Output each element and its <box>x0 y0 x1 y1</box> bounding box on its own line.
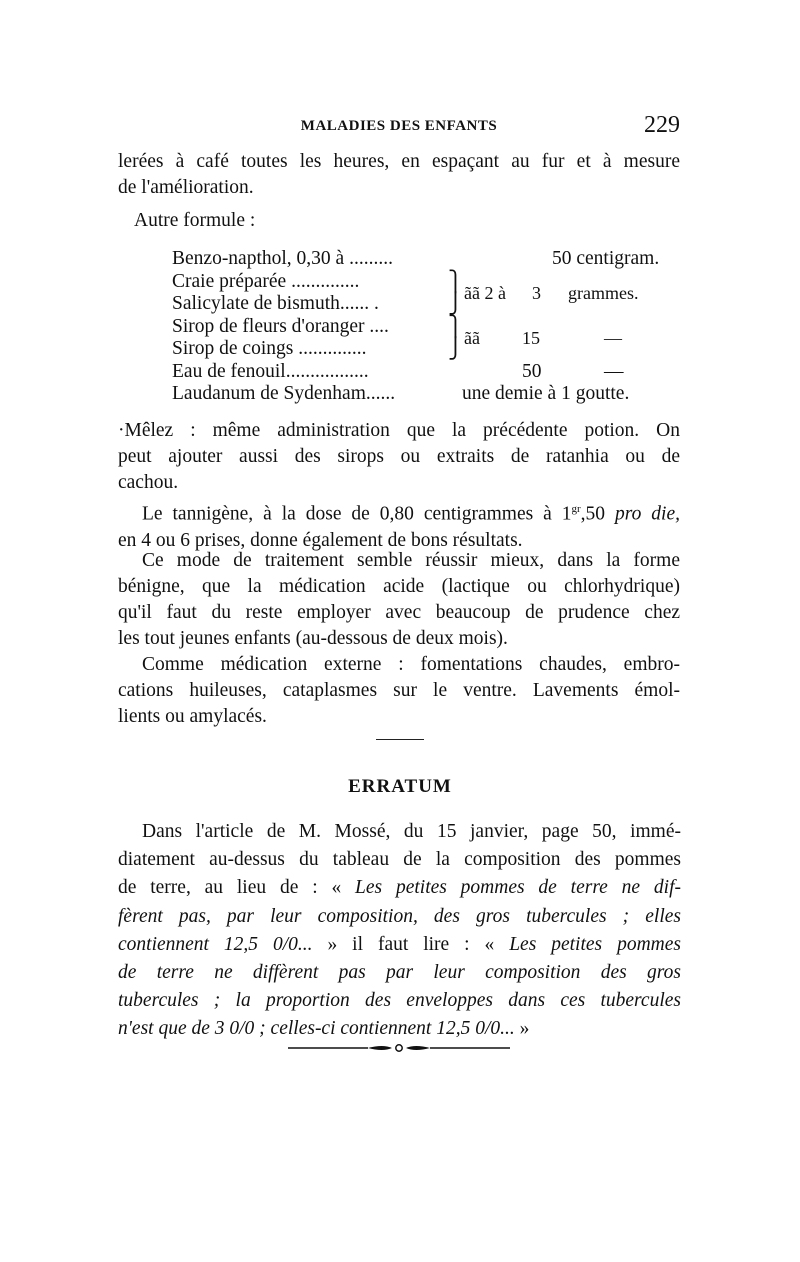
italic-segment: contiennent 12,5 0/0... <box>118 933 313 955</box>
ingredient-name: Craie préparée .............. <box>172 270 360 292</box>
dose-label: ãã <box>464 327 480 348</box>
text-line: tubercules ; la proportion des enveloppes dans ces tubercules <box>118 990 681 1012</box>
italic-segment: pro die, <box>615 503 681 525</box>
end-ornament <box>288 1042 510 1054</box>
dose-number: 15 <box>522 327 540 348</box>
superscript: gr <box>571 503 581 515</box>
text-line <box>118 931 681 959</box>
text-segment: ,50 <box>580 503 615 525</box>
text-line <box>118 496 680 528</box>
running-title: MALADIES DES ENFANTS <box>300 118 498 134</box>
formula-heading: Autre formule : <box>134 210 256 231</box>
ingredient-name: Benzo-napthol, 0,30 à ......... <box>172 248 393 269</box>
text-segment: Le tannigène, à la dose de 0,80 centigrammes à 1 <box>142 503 572 525</box>
ingredient-name: Sirop de coings .............. <box>172 338 367 359</box>
ingredient-name: Laudanum de Sydenham...... <box>172 383 396 404</box>
text-line: les tout jeunes enfants (au-dessous de deux mois). <box>118 628 508 649</box>
ingredient-qty: 50 centigram. <box>552 248 660 269</box>
erratum-heading: ERRATUM <box>348 776 452 797</box>
ingredient-qty: une demie à 1 goutte. <box>462 383 630 404</box>
text-line: de l'amélioration. <box>118 177 254 198</box>
formula-table <box>172 248 682 406</box>
erratum-paragraph <box>118 818 681 1044</box>
formula-row-eau <box>172 361 682 384</box>
ingredient-name: Sirop de fleurs d'oranger .... <box>172 315 389 337</box>
dose-number: 50 <box>522 360 542 382</box>
formula-group-1 <box>172 271 682 316</box>
paragraph <box>118 652 680 730</box>
ingredient-name: Salicylate de bismuth...... . <box>172 293 379 314</box>
text-segment: » il faut lire : « <box>312 933 510 955</box>
dose-unit: grammes. <box>568 282 639 303</box>
dose-number: 3 <box>532 282 541 303</box>
paragraph-continuation <box>118 149 680 201</box>
text-line: Comme médication externe : fomentations chaudes, embro- <box>142 654 680 675</box>
section-divider <box>376 739 424 740</box>
dose-unit: — <box>604 360 624 382</box>
text-line: bénigne, que la médication acide (lactique ou chlorhydrique) <box>118 576 680 597</box>
brace-glyph: ⎭ <box>448 292 463 315</box>
brace-glyph: ⎫ <box>448 315 463 338</box>
italic-segment: Les petites pommes de terre ne dif- <box>355 877 681 899</box>
text-line: ·Mêlez : même administration que la précédente potion. On <box>118 420 680 441</box>
text-line: cachou. <box>118 472 179 493</box>
running-head <box>118 112 680 142</box>
text-line: lients ou amylacés. <box>118 706 267 727</box>
brace-glyph: ⎫ <box>448 270 463 293</box>
text-line <box>118 874 681 902</box>
page-number: 229 <box>644 112 680 138</box>
text-line: Ce mode de traitement semble réussir mieux, dans la forme <box>142 550 680 571</box>
formula-row-laudanum <box>172 383 682 406</box>
paragraph <box>118 418 680 496</box>
paragraph <box>118 548 680 652</box>
text-line: cations huileuses, cataplasmes sur le ventre. Lavements émol- <box>118 680 680 701</box>
text-line: Dans l'article de M. Mossé, du 15 janvier, page 50, immé- <box>142 821 681 842</box>
text-segment: de terre, au lieu de : « <box>118 877 356 899</box>
text-line: peut ajouter aussi des sirops ou extraits de ratanhia ou de <box>118 446 680 467</box>
italic-segment: Les petites pommes <box>509 933 681 955</box>
brace-glyph: ⎭ <box>448 337 463 360</box>
ingredient-name: Eau de fenouil................. <box>172 360 369 382</box>
text-line: qu'il faut du reste employer avec beaucoup de prudence chez <box>118 602 680 623</box>
text-line: en 4 ou 6 prises, donne également de bons résultats. <box>118 529 523 551</box>
italic-segment: n'est que de 3 0/0 ; celles-ci contiennent 12,5 0/0... <box>118 1018 515 1040</box>
text-line: lerées à café toutes les heures, en espaçant au fur et à mesure <box>118 151 680 172</box>
text-segment: » <box>514 1018 530 1040</box>
text-line: de terre ne diffèrent pas par leur composition des gros <box>118 962 681 984</box>
text-line: fèrent pas, par leur composition, des gros tubercules ; elles <box>118 905 681 927</box>
paragraph <box>118 496 680 554</box>
formula-row-benzo <box>172 248 682 271</box>
dose-unit: — <box>604 327 622 348</box>
text-line: diatement au-dessus du tableau de la composition des pommes <box>118 849 681 871</box>
dose-label: ãã 2 à <box>464 282 506 303</box>
formula-group-2 <box>172 316 682 361</box>
text-line <box>118 1015 681 1043</box>
